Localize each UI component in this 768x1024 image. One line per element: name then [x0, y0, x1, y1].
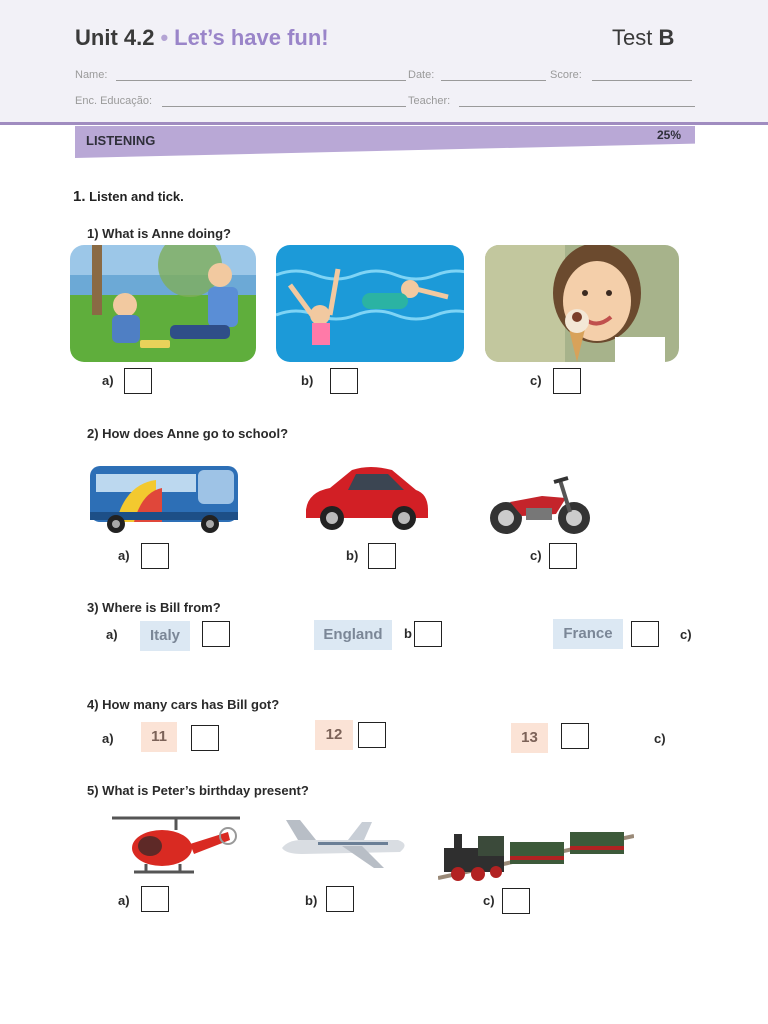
- name-label: Name:: [75, 69, 108, 81]
- teacher-field[interactable]: [459, 106, 695, 107]
- q2-option-b-label: b): [346, 548, 359, 563]
- airplane-image: [278, 818, 412, 872]
- q1-checkbox-c[interactable]: [553, 368, 581, 394]
- q1-checkbox-b[interactable]: [330, 368, 358, 394]
- q1-option-c-label: c): [530, 373, 542, 388]
- question-5: 5) What is Peter’s birthday present?: [87, 783, 309, 798]
- title-dot: •: [160, 25, 169, 50]
- q3-checkbox-c[interactable]: [631, 621, 659, 647]
- q3-option-a-label: a): [106, 627, 118, 642]
- score-label: Score:: [550, 69, 582, 81]
- date-label: Date:: [408, 69, 435, 81]
- q2-checkbox-a[interactable]: [141, 543, 169, 569]
- question-3: 3) Where is Bill from?: [87, 600, 221, 615]
- q3-italy-tag: Italy: [140, 621, 190, 651]
- q1-option-a-label: a): [102, 373, 114, 388]
- q4-option-a-label: a): [102, 731, 114, 746]
- name-field[interactable]: [116, 80, 406, 81]
- section-label: LISTENING: [86, 133, 156, 148]
- question-2: 2) How does Anne go to school?: [87, 426, 289, 441]
- listening-band: [75, 126, 695, 158]
- q2-option-c-label: c): [530, 548, 542, 563]
- test-label: [612, 25, 674, 51]
- q3-option-b-label: b: [404, 626, 412, 641]
- kids-picnic-image: [70, 245, 256, 362]
- toy-train-image: [438, 826, 634, 884]
- q1-checkbox-a[interactable]: [124, 368, 152, 394]
- enc-field[interactable]: [162, 106, 406, 107]
- q5-option-a-label: a): [118, 893, 130, 908]
- q1-option-b-label: b): [301, 373, 314, 388]
- header-rule: [0, 122, 768, 125]
- unit-subtitle: Let’s have fun!: [174, 25, 329, 50]
- ice-cream-girl-image: [485, 245, 679, 362]
- q5-checkbox-b[interactable]: [326, 886, 354, 912]
- q2-checkbox-c[interactable]: [549, 543, 577, 569]
- q3-checkbox-a[interactable]: [202, 621, 230, 647]
- section-percent: 25%: [657, 128, 682, 142]
- score-field[interactable]: [592, 80, 692, 81]
- test-word: Test: [612, 25, 653, 50]
- unit-number: Unit 4.2: [75, 25, 155, 50]
- q3-checkbox-b[interactable]: [414, 621, 442, 647]
- enc-label: Enc. Educação:: [75, 95, 153, 107]
- q2-option-a-label: a): [118, 548, 130, 563]
- q3-france-tag: France: [553, 619, 623, 649]
- helicopter-image: [110, 810, 242, 882]
- q4-checkbox-b[interactable]: [358, 722, 386, 748]
- question-4: 4) How many cars has Bill got?: [87, 697, 280, 712]
- swimming-image: [276, 245, 464, 362]
- q3-england-tag: England: [314, 620, 392, 650]
- test-letter: B: [658, 25, 675, 50]
- q5-checkbox-c[interactable]: [502, 888, 530, 914]
- unit-title: [75, 25, 329, 51]
- q4-checkbox-a[interactable]: [191, 725, 219, 751]
- date-field[interactable]: [441, 80, 546, 81]
- exercise-title: [73, 188, 184, 205]
- q5-option-c-label: c): [483, 893, 495, 908]
- q5-checkbox-a[interactable]: [141, 886, 169, 912]
- q4-eleven-tag: 11: [141, 722, 177, 752]
- q4-checkbox-c[interactable]: [561, 723, 589, 749]
- q3-option-c-label: c): [680, 627, 692, 642]
- q4-twelve-tag: 12: [315, 720, 353, 750]
- q4-option-c-label: c): [654, 731, 666, 746]
- teacher-label: Teacher:: [408, 95, 451, 107]
- q2-checkbox-b[interactable]: [368, 543, 396, 569]
- exercise-number: 1.: [73, 188, 86, 205]
- q5-option-b-label: b): [305, 893, 318, 908]
- bus-image: [86, 460, 242, 540]
- car-image: [300, 462, 432, 534]
- motorbike-image: [486, 472, 594, 538]
- question-1: 1) What is Anne doing?: [87, 226, 231, 241]
- q4-thirteen-tag: 13: [511, 723, 548, 753]
- exercise-instruction: Listen and tick.: [89, 189, 184, 204]
